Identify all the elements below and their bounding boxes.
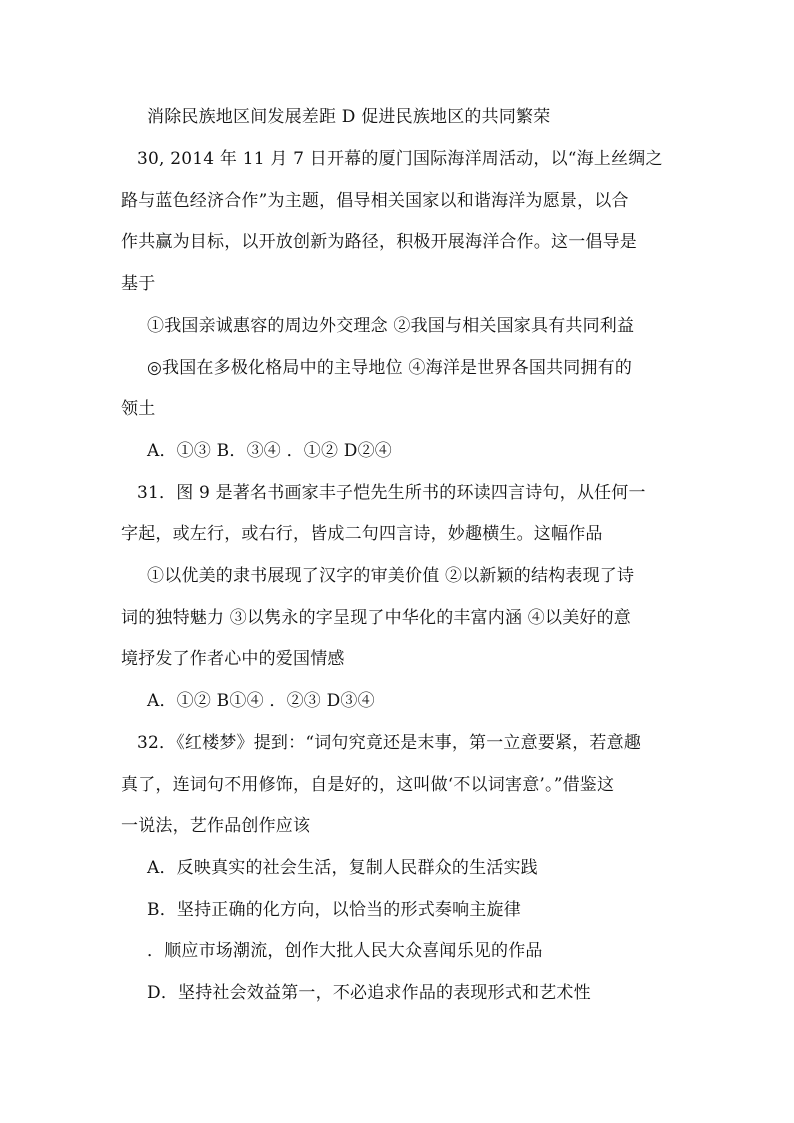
text-line: 基于: [121, 274, 156, 294]
text-line: 字起，或左行，或右行，皆成二句四言诗，妙趣横生。这幅作品: [121, 524, 603, 544]
text-line: 境抒发了作者心中的爱国情感: [121, 649, 345, 669]
text-line: 作共赢为目标，以开放创新为路径，积极开展海洋合作。这一倡导是: [121, 232, 637, 252]
text-line: ◎我国在多极化格局中的主导地位 ④海洋是世界各国共同拥有的: [147, 358, 633, 378]
text-line: D．坚持社会效益第一，不必追求作品的表现形式和艺术性: [147, 983, 591, 1003]
text-line: A．反映真实的社会生活，复制人民群众的生活实践: [147, 858, 538, 878]
text-line: ①以优美的隶书展现了汉字的审美价值 ②以新颖的结构表现了诗: [147, 566, 635, 586]
text-line: 消除民族地区间发展差距 D 促进民族地区的共同繁荣: [147, 107, 551, 127]
text-line: 词的独特魅力 ③以隽永的字呈现了中华化的丰富内涵 ④以美好的意: [121, 608, 632, 628]
text-line: ①我国亲诚惠容的周边外交理念 ②我国与相关国家具有共同利益: [147, 316, 635, 336]
text-line: 路与蓝色经济合作”为主题，倡导相关国家以和谐海洋为愿景，以合: [121, 191, 629, 211]
text-line: A．①② B①④ ．②③ D③④: [147, 691, 375, 711]
text-line: 31．图 9 是著名书画家丰子恺先生所书的环读四言诗句，从任何一: [137, 483, 646, 503]
text-line: 真了，连词句不用修饰，自是好的，这叫做‘不以词害意’。”借鉴这: [121, 775, 615, 795]
text-line: 30, 2014 年 11 月 7 日开幕的厦门国际海洋周活动，以“海上丝绸之: [137, 149, 663, 169]
text-line: ．顺应市场潮流，创作大批人民大众喜闻乐见的作品: [147, 941, 543, 961]
text-line: 领土: [121, 399, 156, 419]
text-line: 一说法，艺作品创作应该: [121, 816, 311, 836]
text-line: A．①③ B．③④ ．①② D②④: [147, 441, 393, 461]
text-line: B．坚持正确的化方向，以恰当的形式奏响主旋律: [147, 900, 521, 920]
text-line: 32．《红楼梦》提到：“词句究竟还是末事，第一立意要紧，若意趣: [137, 733, 642, 753]
